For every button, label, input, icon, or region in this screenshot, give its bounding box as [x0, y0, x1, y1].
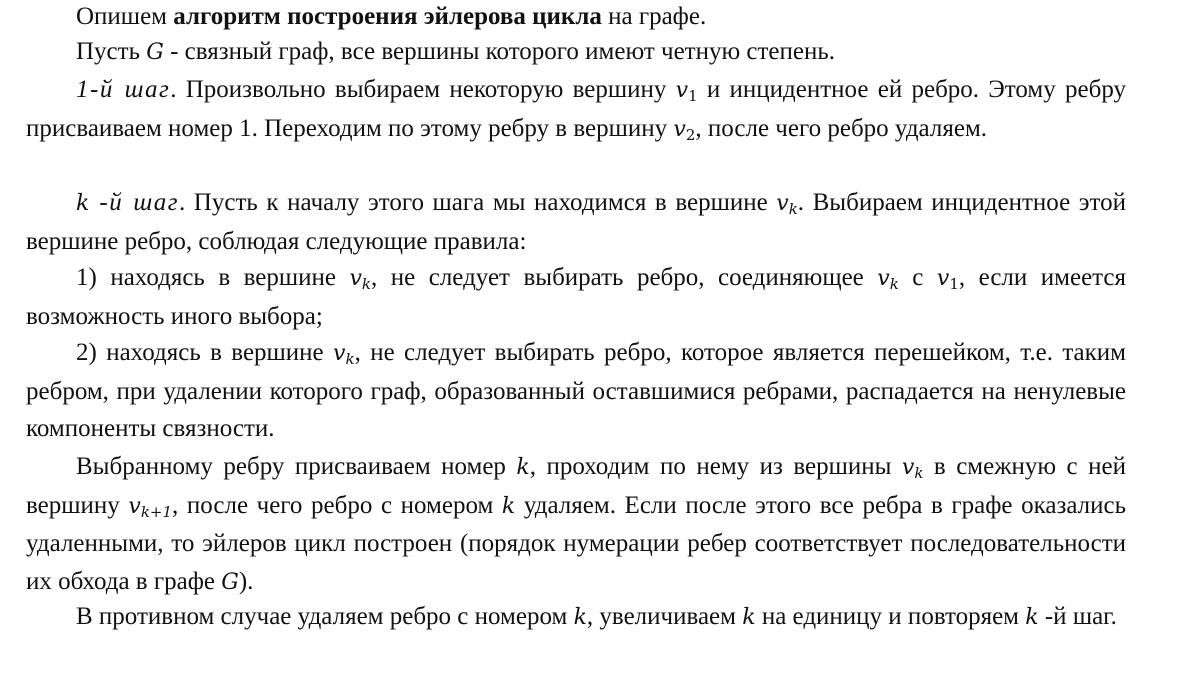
math-vk: [333, 341, 355, 366]
text: удаляем. Если после этого все ребра в графе оказались удаленными, то эйлеров цикл построен (порядок нумерации ребер соответствует последовательности их обхода в графе: [26, 491, 1127, 595]
text: на графе.: [601, 3, 707, 30]
paragraph-rule-1: [26, 259, 1126, 335]
text: в смежную с ней вершину: [26, 453, 1126, 519]
math-sub: k: [361, 275, 372, 293]
math-sub: 2: [685, 125, 696, 144]
math-var: v: [877, 266, 890, 291]
math-var: v: [128, 493, 141, 519]
paragraph-step-k: [26, 184, 1126, 260]
text: . Выбираем инцидентное этой вершине ребро, соблюдая следующие правила:: [26, 189, 1126, 255]
text: , проходим по нему из вершины: [529, 453, 902, 480]
math-v2: [673, 117, 695, 142]
text: , если имеется возможность иного выбора;: [26, 264, 1126, 330]
paragraph-otherwise: [26, 598, 1126, 637]
math-v1: [676, 78, 698, 103]
math-vk: [776, 191, 798, 216]
text: . Произвольно выбираем некоторую вершину: [170, 76, 676, 103]
paragraph-edge-numbering: [26, 448, 1126, 601]
text: 2) находясь в вершине: [76, 339, 334, 366]
math-k: k: [573, 605, 587, 630]
math-sub: k: [788, 200, 798, 218]
math-k: k: [76, 191, 90, 216]
math-sub: 1: [949, 275, 959, 293]
math-G: G: [221, 569, 239, 595]
bold-term: алгоритм построения эйлерова цикла: [173, 3, 602, 30]
paragraph-intro: [26, 0, 1126, 36]
math-G: G: [146, 40, 164, 65]
math-var: v: [936, 266, 950, 291]
math-sub: k: [914, 464, 924, 482]
text: ).: [238, 567, 254, 595]
math-var: v: [776, 191, 789, 216]
text: -й шаг.: [1038, 603, 1117, 630]
math-vk: [877, 266, 899, 291]
paragraph-graph-def: [26, 33, 1126, 72]
math-vk-plus-1: [128, 494, 172, 519]
math-k: k: [742, 605, 756, 630]
text: , не следует выбирать ребро, которое является перешейком, т.е. таким ребром, при удалении которого граф, образованный оставшимися ребрами, распадается на ненулевые компоненты связности.: [26, 339, 1126, 442]
step-title: -й шаг: [89, 189, 179, 216]
math-vk: [902, 455, 924, 480]
math-var: v: [349, 266, 362, 291]
math-var: v: [901, 455, 915, 480]
text: , увеличиваем: [586, 603, 743, 630]
text: . Пусть к началу этого шага мы находимся в вершине: [178, 189, 777, 216]
text: , не следует выбирать ребро, соединяющее: [371, 264, 878, 291]
text: - связный граф, все вершины которого имеют четную степень.: [163, 38, 836, 65]
math-sub: k: [889, 275, 899, 293]
math-k: k: [1025, 605, 1039, 630]
step-title: 1-й шаг: [76, 76, 171, 103]
math-k: k: [516, 455, 530, 480]
math-sub: k: [345, 350, 355, 368]
math-sub: 1: [688, 87, 698, 105]
paragraph-step-1: [26, 71, 1126, 148]
math-sub: k+1: [140, 502, 173, 521]
math-k: k: [501, 493, 516, 519]
text: Опишем: [76, 3, 174, 30]
text: Выбранному ребру присваиваем номер: [76, 453, 517, 480]
text: с: [898, 264, 937, 291]
text: Пусть: [76, 38, 147, 65]
text: 1) находясь в вершине: [76, 264, 350, 291]
math-var: v: [673, 116, 686, 142]
text: В противном случае удаляем ребро с номером: [76, 603, 574, 630]
paragraph-rule-2: [26, 334, 1126, 448]
text: на единицу и повторяем: [755, 603, 1026, 630]
math-vk: [349, 266, 371, 291]
text: , после чего ребро удаляем.: [695, 114, 988, 142]
math-var: v: [675, 78, 689, 103]
text: , после чего ребро с номером: [172, 491, 502, 519]
math-v1: [937, 266, 959, 291]
math-var: v: [333, 341, 346, 366]
text: и инцидентное ей ребро. Этому ребру присваиваем номер 1. Переходим по этому ребру в вершину: [26, 76, 1127, 142]
